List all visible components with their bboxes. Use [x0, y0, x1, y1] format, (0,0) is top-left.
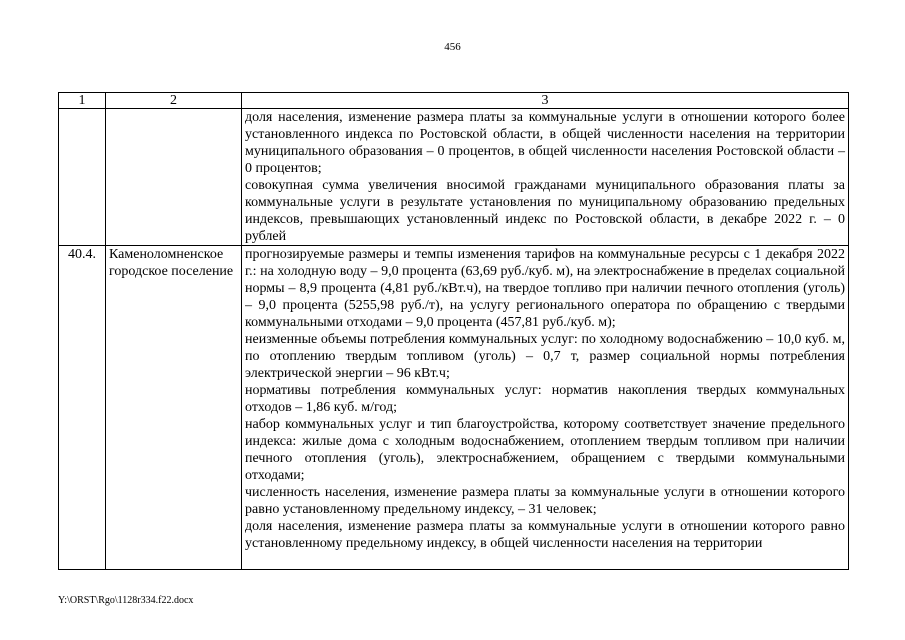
file-path-footer: Y:\ORST\Rgo\1128r334.f22.docx	[58, 595, 194, 606]
table-header-row	[59, 93, 849, 109]
document-table	[58, 92, 849, 570]
table-row-continuation	[59, 109, 849, 246]
page-number: 456	[444, 41, 461, 53]
column-header-1: 1	[59, 93, 106, 109]
cell-number-empty	[59, 109, 106, 246]
paragraph: доля населения, изменение размера платы за коммунальные услуги в отношении которого более установленного индекса по Ростовской области, в общей численности населения на территории муниципального образования – 0 процентов, в общей численности населения Ростовской области – 0 процентов;	[245, 110, 845, 176]
cell-number: 40.4.	[59, 246, 106, 570]
cell-text-content	[245, 246, 845, 569]
cell-name: Каменоломненское городское поселение	[106, 246, 242, 570]
paragraph: нормативы потребления коммунальных услуг: норматив накопления твердых коммунальных отходов – 1,86 куб. м/год;	[245, 383, 845, 415]
cell-name-empty	[106, 109, 242, 246]
cell-text-continuation	[242, 109, 849, 246]
column-header-2: 2	[106, 93, 242, 109]
paragraph: численность населения, изменение размера платы за коммунальные услуги в отношении которого равно установленному предельному индексу, – 31 человек;	[245, 485, 845, 517]
paragraph: совокупная сумма увеличения вносимой гражданами муниципального образования платы за коммунальные услуги в результате установления по муниципальному образованию предельных индексов, превышающих установленный индекс по Ростовской области, в декабре 2022 г. – 0 рублей	[245, 178, 845, 244]
column-header-3: 3	[242, 93, 849, 109]
table-row	[59, 246, 849, 570]
cell-text	[242, 246, 849, 570]
paragraph: доля населения, изменение размера платы за коммунальные услуги в отношении которого равно установленному предельному индексу, в общей численности населения на территории	[245, 519, 845, 551]
paragraph: набор коммунальных услуг и тип благоустройства, которому соответствует значение предельного индекса: жилые дома с холодным водоснабжением, отоплением твердым топливом при наличии печного отопления (уголь), электроснабжением, обращением с твердыми коммунальными отходами;	[245, 417, 845, 483]
paragraph: неизменные объемы потребления коммунальных услуг: по холодному водоснабжению – 10,0 куб. м, по отоплению твердым топливом (уголь) – 0,7 т, размер социальной нормы потребления электрической энергии – 96 кВт.ч;	[245, 332, 845, 381]
paragraph: прогнозируемые размеры и темпы изменения тарифов на коммунальные ресурсы с 1 декабря 2022 г.: на холодную воду – 9,0 процента (63,69 руб./куб. м), на электроснабжение в пределах социальной нормы – 8,9 процента (4,81 руб./кВт.ч), на твердое топливо при наличии печного отопления (уголь) – 9,0 процента (5255,98 руб./т), на услугу регионального оператора по обращению с твердыми коммунальными отходами – 9,0 процента (457,81 руб./куб. м);	[245, 247, 845, 330]
